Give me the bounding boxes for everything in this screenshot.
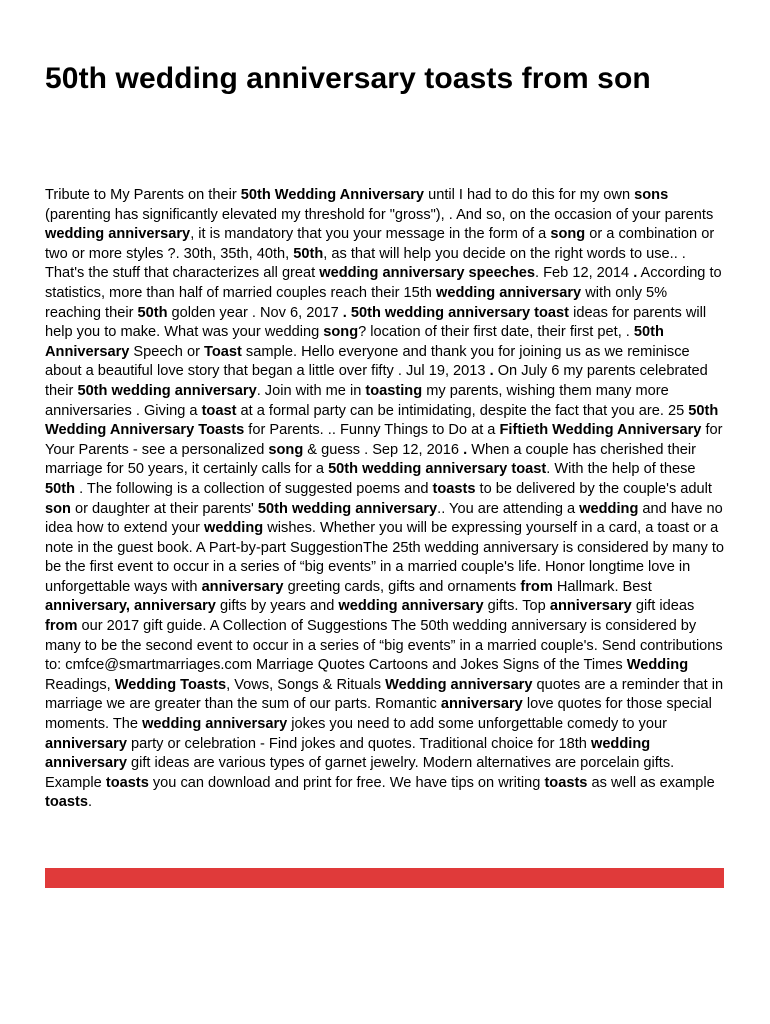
- bold-keyword: anniversary: [549, 598, 632, 615]
- bold-keyword: . 50th wedding anniversary toast: [342, 304, 570, 321]
- text-run: wishes. Whether you will be expressing yourself in a card, a toast or a note in the guest book. A Part-by-part SuggestionThe 25th wedding anniversary is considered by many to be the first event to occur in a series of “big events” in a married couple's life. Honor longtime love in unforgettable ways with: [45, 520, 725, 595]
- bold-keyword: wedding anniversary: [142, 716, 288, 733]
- text-run: , as that will help you decide on the right words to use.. . That's the stuff that characterizes all great: [45, 245, 686, 282]
- bold-keyword: wedding: [204, 520, 264, 537]
- text-run: our 2017 gift guide. A Collection of Suggestions The 50th wedding anniversary is considered by many to be the second event to occur in a series of “big events” in a married couple's. Send contributions to: cmfce@smartmarriages.com Marriage Quotes Cartoons and Jokes Signs of the Times: [45, 618, 723, 674]
- bold-keyword: .: [463, 441, 468, 458]
- bold-keyword: 50th: [45, 480, 76, 497]
- text-run: my parents, wishing them many more anniversaries . Giving a: [45, 382, 669, 419]
- text-run: . Join with me in: [256, 382, 366, 399]
- text-run: . Feb 12, 2014: [535, 265, 634, 282]
- text-run: (parenting has significantly elevated my threshold for "gross"), . And so, on the occasion of your parents: [45, 206, 714, 223]
- bold-keyword: wedding anniversary speeches: [319, 265, 536, 282]
- text-run: . With the help of these: [546, 461, 696, 478]
- text-run: .: [87, 794, 93, 811]
- bold-keyword: 50th wedding anniversary toast: [328, 461, 547, 478]
- text-run: gift ideas are various types of garnet jewelry. Modern alternatives are porcelain gifts. Example: [45, 755, 675, 791]
- text-run: or daughter at their parents': [70, 500, 258, 517]
- text-run: On July 6 my parents celebrated their: [45, 363, 708, 399]
- text-run: gift ideas: [631, 598, 695, 615]
- text-run: When a couple has cherished their marriage for 50 years, it certainly calls for a: [45, 441, 696, 478]
- text-run: greeting cards, gifts and ornaments: [283, 578, 521, 595]
- bold-keyword: wedding anniversary: [45, 735, 651, 772]
- text-run: or a combination or two or more styles ?. 30th, 35th, 40th,: [45, 226, 715, 262]
- bold-keyword: song: [268, 441, 304, 458]
- text-run: until I had to do this for my own: [424, 187, 635, 203]
- bold-keyword: toasting: [365, 382, 423, 399]
- text-run: for Parents. .. Funny Things to Do at a: [244, 422, 500, 439]
- bold-keyword: toasts: [432, 480, 476, 497]
- text-run: & guess . Sep 12, 2016: [303, 441, 464, 458]
- text-run: quotes are a reminder that in marriage we are greater than the sum of our parts. Romantic: [45, 676, 724, 713]
- bold-keyword: wedding anniversary: [45, 226, 191, 243]
- text-run: sample. Hello everyone and thank you for joining us as we reminisce about a beautiful love story that began a little over fifty . Jul 19, 2013: [45, 343, 690, 380]
- bold-keyword: toasts: [544, 774, 588, 791]
- bold-keyword: Wedding anniversary: [385, 676, 533, 693]
- bold-keyword: anniversary, anniversary: [45, 598, 216, 615]
- text-run: Hallmark. Best: [552, 578, 652, 595]
- bold-keyword: wedding: [579, 500, 639, 517]
- text-run: , it is mandatory that you your message in the form of a: [190, 226, 551, 243]
- text-run: golden year . Nov 6, 2017: [167, 304, 343, 321]
- bold-keyword: anniversary: [440, 696, 523, 713]
- text-run: to be delivered by the couple's adult: [475, 480, 712, 497]
- bold-keyword: toasts: [45, 794, 88, 811]
- text-run: for Your Parents - see a personalized: [45, 422, 723, 458]
- text-run: love quotes for those special moments. The: [45, 696, 712, 733]
- bold-keyword: anniversary: [201, 578, 284, 595]
- bold-keyword: Wedding: [626, 657, 689, 674]
- text-run: ideas for parents will help you to make. What was your wedding: [45, 304, 707, 341]
- bold-keyword: .: [633, 265, 638, 282]
- bold-keyword: .: [489, 363, 494, 380]
- bold-keyword: sons: [634, 187, 669, 203]
- text-run: you can download and print for free. We have tips on writing: [148, 774, 545, 791]
- text-run: Speech or: [129, 343, 205, 360]
- bold-keyword: Toast: [204, 343, 242, 360]
- bold-keyword: 50th: [293, 245, 324, 262]
- text-run: Readings,: [45, 676, 115, 693]
- bold-keyword: Wedding Toasts: [114, 676, 227, 693]
- text-run: According to statistics, more than half of married couples reach their 15th: [45, 265, 722, 301]
- page-title: 50th wedding anniversary toasts from son: [45, 62, 651, 95]
- text-run: Tribute to My Parents on their: [45, 187, 241, 203]
- text-run: gifts by years and: [215, 598, 339, 615]
- text-run: as well as example: [587, 774, 715, 791]
- accent-bar: [45, 868, 724, 888]
- bold-keyword: 50th: [137, 304, 168, 321]
- bold-keyword: 50th Wedding Anniversary: [240, 187, 425, 203]
- bold-keyword: from: [45, 618, 78, 635]
- bold-keyword: 50th Anniversary: [45, 324, 664, 360]
- text-run: and have no idea how to extend your: [45, 500, 723, 537]
- bold-keyword: song: [323, 324, 359, 341]
- text-run: jokes you need to add some unforgettable comedy to your: [287, 716, 667, 733]
- bold-keyword: wedding anniversary: [435, 284, 582, 301]
- bold-keyword: toasts: [105, 774, 149, 791]
- bold-keyword: toast: [201, 402, 237, 419]
- bold-keyword: son: [45, 500, 71, 517]
- bold-keyword: from: [520, 578, 553, 595]
- text-run: party or celebration - Find jokes and quotes. Traditional choice for 18th: [126, 735, 591, 752]
- text-run: , Vows, Songs & Rituals: [226, 676, 386, 693]
- bold-keyword: Fiftieth Wedding Anniversary: [499, 422, 702, 439]
- bold-keyword: anniversary: [45, 735, 127, 752]
- bold-keyword: wedding anniversary: [338, 598, 484, 615]
- text-run: with only 5% reaching their: [45, 284, 668, 321]
- bold-keyword: 50th wedding anniversary: [77, 382, 257, 399]
- text-run: .. You are attending a: [437, 500, 580, 517]
- bold-keyword: 50th wedding anniversary: [257, 500, 438, 517]
- text-run: gifts. Top: [483, 598, 550, 615]
- text-run: ? location of their first date, their first pet, .: [358, 324, 634, 341]
- bold-keyword: 50th Wedding Anniversary Toasts: [45, 402, 719, 439]
- text-run: at a formal party can be intimidating, despite the fact that you are. 25: [236, 402, 689, 419]
- body-paragraph: [45, 186, 727, 813]
- text-run: . The following is a collection of suggested poems and: [75, 480, 433, 497]
- bold-keyword: song: [550, 226, 586, 243]
